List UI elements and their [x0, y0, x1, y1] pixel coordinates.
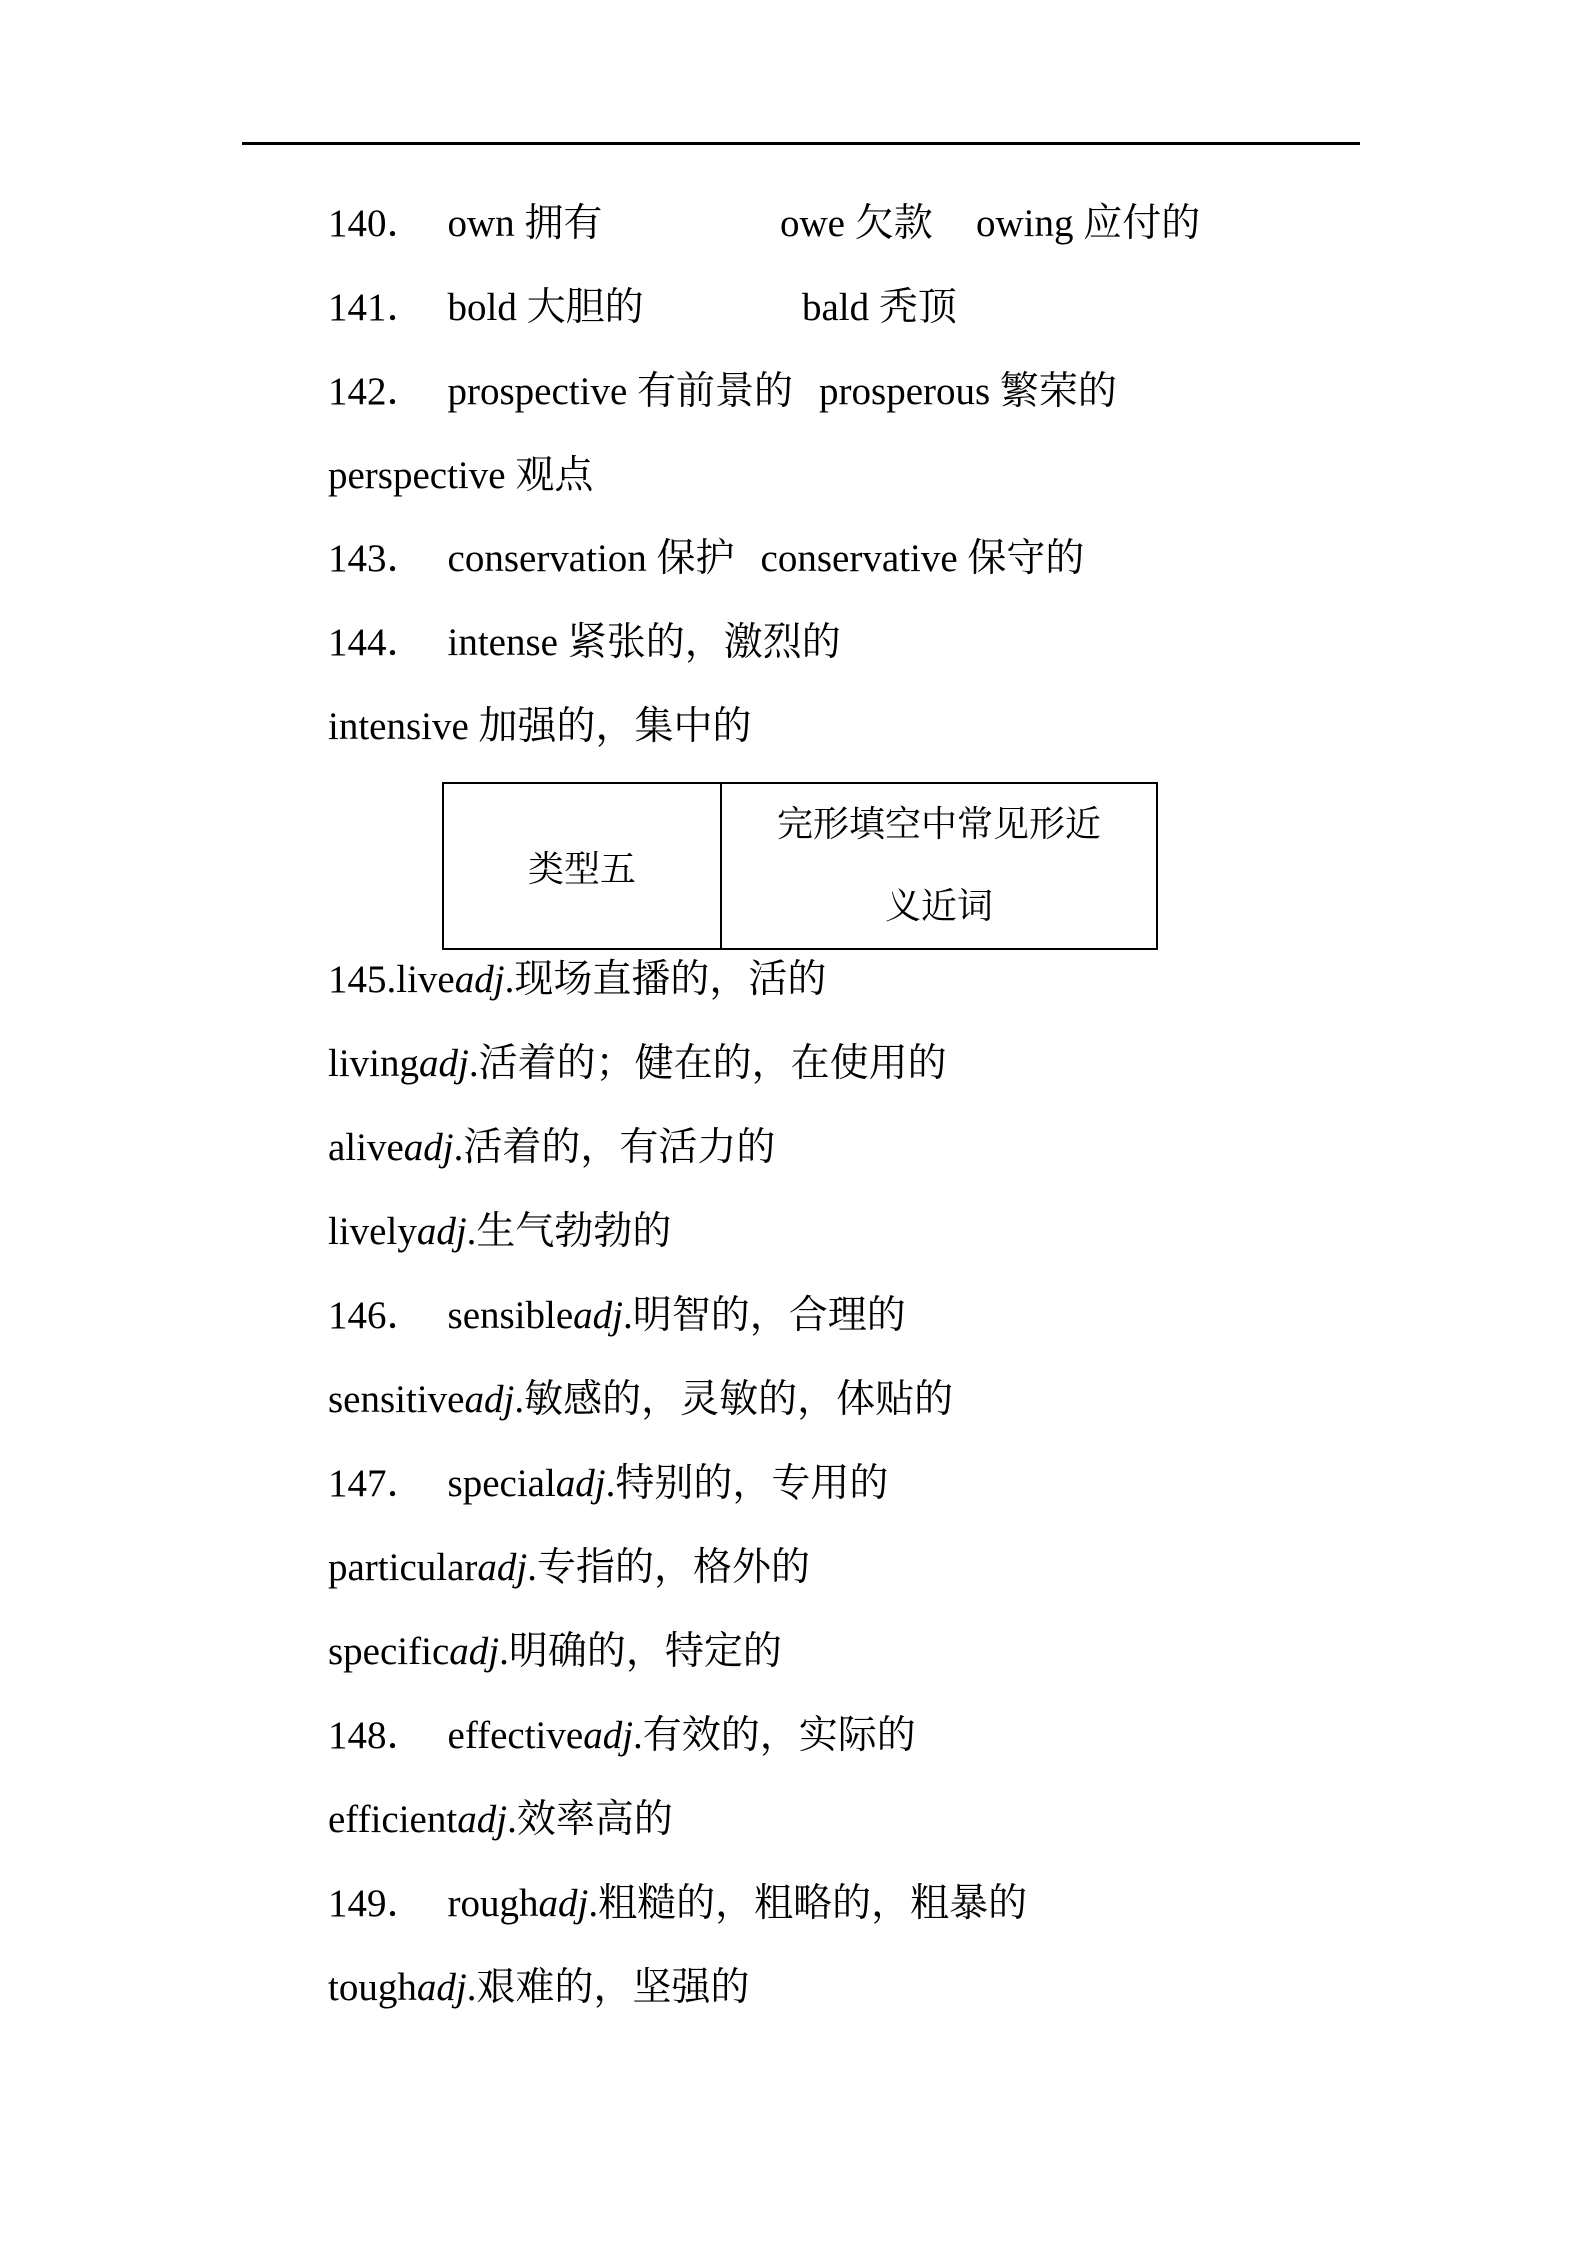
entry-word-c: owing 应付的	[976, 202, 1201, 245]
word-specific	[328, 1627, 782, 1677]
pos-abbr: adj	[457, 1798, 508, 1841]
word-lead: special	[447, 1462, 556, 1505]
entry-word-a: prospective 有前景的	[447, 370, 794, 413]
type-five-table	[442, 782, 1158, 950]
entry-word-b: conservative 保守的	[760, 537, 1085, 580]
entry-142-continued	[328, 451, 593, 501]
word-definition: .特别的，专用的	[605, 1462, 889, 1505]
word-efficient	[328, 1795, 673, 1845]
type-title-line2: 义近词	[884, 886, 993, 927]
word-lead: sensitive	[328, 1378, 465, 1421]
entry-word-b: prosperous 繁荣的	[819, 370, 1117, 413]
entry-word-b: owe 欠款	[780, 202, 933, 245]
entry-word-a: own 拥有	[447, 202, 603, 245]
pos-abbr: adj	[454, 958, 505, 1001]
pos-abbr: adj	[449, 1630, 500, 1673]
type-title	[721, 783, 1157, 949]
word-definition: .明确的，特定的	[499, 1630, 782, 1673]
pos-abbr: adj	[419, 1042, 469, 1085]
word-lively	[328, 1207, 671, 1257]
word-live	[328, 955, 826, 1005]
entry-number: 148．	[328, 1714, 426, 1757]
pos-abbr: adj	[573, 1294, 624, 1337]
pos-abbr: adj	[416, 1210, 467, 1253]
word-sensible	[328, 1291, 906, 1341]
word-definition: .活着的，有活力的	[453, 1126, 776, 1169]
entry-142	[328, 367, 1117, 417]
entry-number: 144．	[328, 621, 426, 664]
type-title-line1: 完形填空中常见形近	[776, 804, 1101, 845]
entry-number: 142．	[328, 370, 426, 413]
entry-number: 140．	[328, 202, 426, 245]
word-lead: rough	[447, 1882, 539, 1925]
word-definition: .明智的，合理的	[623, 1294, 906, 1337]
word-lead: specific	[328, 1630, 450, 1673]
word-definition: .现场直播的，活的	[504, 958, 827, 1001]
pos-abbr: adj	[477, 1546, 528, 1589]
entry-text: perspective 观点	[328, 454, 594, 497]
pos-abbr: adj	[464, 1378, 515, 1421]
entry-143	[328, 534, 1084, 584]
entry-word-a: bold 大胆的	[447, 286, 644, 329]
word-rough	[328, 1879, 1027, 1929]
word-lead: lively	[328, 1210, 417, 1253]
entry-144-continued	[328, 702, 752, 752]
word-lead: alive	[328, 1126, 404, 1169]
word-definition: .效率高的	[507, 1798, 673, 1841]
word-definition: .生气勃勃的	[466, 1210, 672, 1253]
word-definition: .粗糙的，粗略的，粗暴的	[588, 1882, 1028, 1925]
word-definition: .活着的；健在的，在使用的	[468, 1042, 947, 1085]
word-lead: particular	[328, 1546, 478, 1589]
word-lead: tough	[328, 1966, 417, 2009]
entry-number: 147．	[328, 1462, 426, 1505]
type-label: 类型五	[443, 783, 721, 949]
entry-141	[328, 283, 957, 333]
entry-144	[328, 618, 841, 668]
entry-number: 149．	[328, 1882, 426, 1925]
word-tough	[328, 1963, 749, 2013]
word-lead: 145.live	[328, 958, 455, 1001]
word-living	[328, 1039, 947, 1089]
entry-word-b: bald 秃顶	[802, 286, 957, 329]
pos-abbr: adj	[403, 1126, 454, 1169]
pos-abbr: adj	[555, 1462, 606, 1505]
header-rule	[242, 142, 1360, 145]
word-definition: .专指的，格外的	[527, 1546, 811, 1589]
entry-number: 141．	[328, 286, 426, 329]
word-definition: .敏感的，灵敏的，体贴的	[514, 1378, 954, 1421]
word-particular	[328, 1543, 810, 1593]
entry-number: 146．	[328, 1294, 426, 1337]
pos-abbr: adj	[538, 1882, 589, 1925]
entry-number: 143．	[328, 537, 426, 580]
entry-140	[328, 199, 1201, 249]
word-sensitive	[328, 1375, 953, 1425]
word-lead: efficient	[328, 1798, 458, 1841]
word-definition: .艰难的，坚强的	[466, 1966, 750, 2009]
pos-abbr: adj	[583, 1714, 634, 1757]
entry-text: intensive 加强的，集中的	[328, 705, 752, 748]
word-effective	[328, 1711, 916, 1761]
word-special	[328, 1459, 888, 1509]
word-definition: .有效的，实际的	[633, 1714, 916, 1757]
word-lead: sensible	[447, 1294, 574, 1337]
pos-abbr: adj	[416, 1966, 467, 2009]
word-lead: effective	[447, 1714, 584, 1757]
entry-word-a: conservation 保护	[447, 537, 735, 580]
word-alive	[328, 1123, 775, 1173]
word-lead: living	[328, 1042, 420, 1085]
entry-word-a: intense 紧张的，激烈的	[447, 621, 841, 664]
